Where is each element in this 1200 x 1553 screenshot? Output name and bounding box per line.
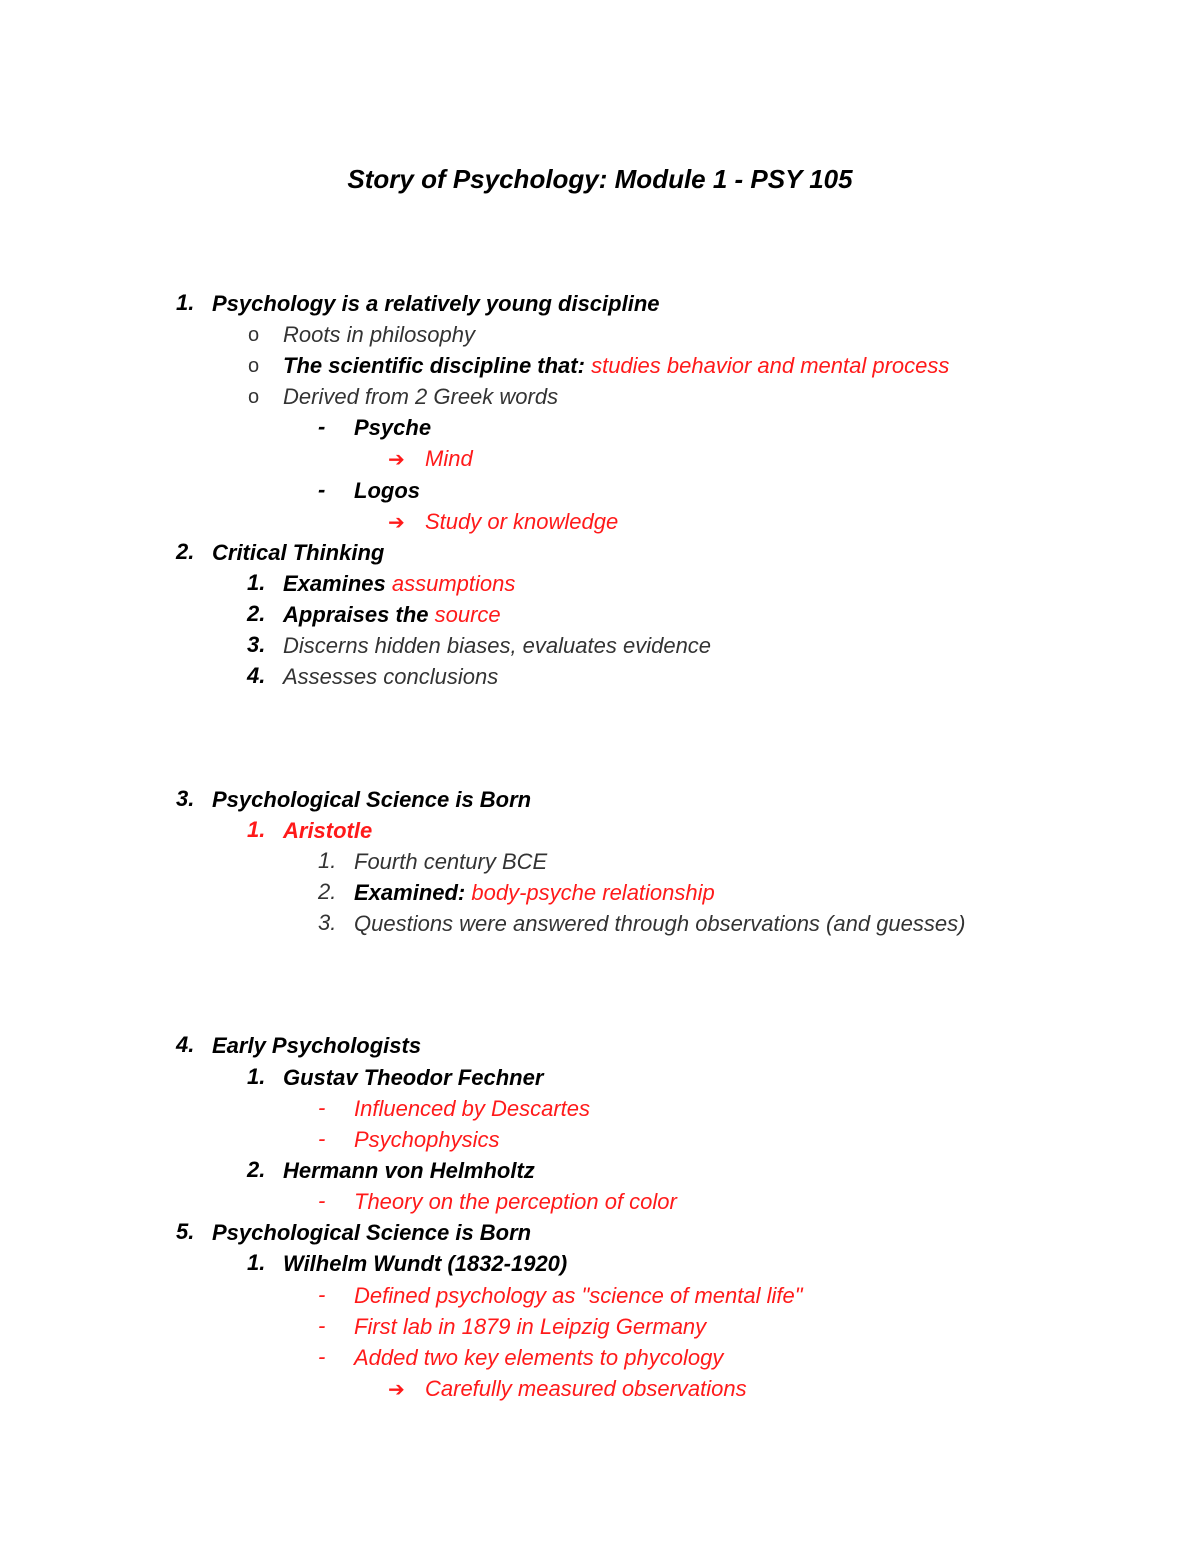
item-label: The scientific discipline that:: [283, 353, 585, 378]
list-item: Logos: [354, 478, 420, 503]
section-heading: Psychological Science is Born: [212, 787, 532, 812]
list-item: Derived from 2 Greek words: [283, 384, 559, 409]
item-label: Examined:: [354, 880, 466, 905]
circle-bullet-icon: o: [248, 324, 260, 346]
dash-bullet-icon: -: [318, 1344, 326, 1369]
list-item: Questions were answered through observations (and guesses): [354, 911, 966, 936]
item-value: body-psyche relationship: [471, 880, 715, 905]
list-item: Mind: [425, 446, 473, 471]
section-heading: Psychology is a relatively young discipline: [212, 291, 660, 316]
item-value: source: [434, 602, 501, 627]
section-number: 5.: [176, 1219, 195, 1244]
section-number: 4.: [176, 1032, 195, 1057]
dash-bullet-icon: -: [318, 477, 326, 502]
section-number: 1.: [176, 290, 195, 315]
list-item: Discerns hidden biases, evaluates evidence: [283, 633, 712, 658]
list-item: Influenced by Descartes: [354, 1096, 591, 1121]
dash-bullet-icon: -: [318, 1126, 326, 1151]
list-item: [354, 879, 715, 907]
list-item: Assesses conclusions: [283, 664, 499, 689]
section-heading: Psychological Science is Born: [212, 1220, 532, 1245]
list-number: 2.: [247, 1157, 266, 1182]
list-item: Study or knowledge: [425, 509, 619, 534]
list-item: Defined psychology as "science of mental life": [354, 1283, 803, 1308]
circle-bullet-icon: o: [248, 386, 260, 408]
item-value: assumptions: [391, 571, 516, 596]
list-item: [283, 352, 949, 380]
list-number: 4.: [247, 663, 266, 688]
list-item: Roots in philosophy: [283, 322, 476, 347]
arrow-bullet-icon: ➔: [388, 512, 405, 534]
section-heading: Early Psychologists: [212, 1033, 422, 1058]
section-number: 3.: [176, 786, 195, 811]
dash-bullet-icon: -: [318, 1313, 326, 1338]
list-number: 1.: [247, 1250, 266, 1275]
list-item: Carefully measured observations: [425, 1376, 747, 1401]
list-number: 1.: [247, 570, 266, 595]
dash-bullet-icon: -: [318, 1282, 326, 1307]
list-item: Wilhelm Wundt (1832-1920): [283, 1251, 568, 1276]
section-number: 2.: [176, 539, 195, 564]
list-item: Aristotle: [283, 818, 373, 843]
dash-bullet-icon: -: [318, 1095, 326, 1120]
list-item: Theory on the perception of color: [354, 1189, 677, 1214]
list-number: 2.: [318, 879, 337, 904]
list-item: [283, 570, 515, 598]
list-number: 1.: [318, 848, 337, 873]
item-label: Appraises the: [283, 602, 429, 627]
list-number: 2.: [247, 601, 266, 626]
dash-bullet-icon: -: [318, 1188, 326, 1213]
arrow-bullet-icon: ➔: [388, 1379, 405, 1401]
list-item: Psyche: [354, 415, 432, 440]
list-item: [283, 601, 501, 629]
list-number: 1.: [247, 817, 266, 842]
list-item: Hermann von Helmholtz: [283, 1158, 535, 1183]
list-item: First lab in 1879 in Leipzig Germany: [354, 1314, 707, 1339]
item-label: Examines: [283, 571, 386, 596]
circle-bullet-icon: o: [248, 355, 260, 377]
dash-bullet-icon: -: [318, 414, 326, 439]
list-item: Fourth century BCE: [354, 849, 548, 874]
document-title: Story of Psychology: Module 1 - PSY 105: [347, 164, 853, 194]
list-item: Added two key elements to phycology: [354, 1345, 724, 1370]
arrow-bullet-icon: ➔: [388, 449, 405, 471]
list-number: 3.: [318, 910, 337, 935]
section-heading: Critical Thinking: [212, 540, 385, 565]
list-number: 3.: [247, 632, 266, 657]
list-number: 1.: [247, 1064, 266, 1089]
list-item: Psychophysics: [354, 1127, 500, 1152]
item-value: studies behavior and mental process: [591, 353, 950, 378]
list-item: Gustav Theodor Fechner: [283, 1065, 544, 1090]
